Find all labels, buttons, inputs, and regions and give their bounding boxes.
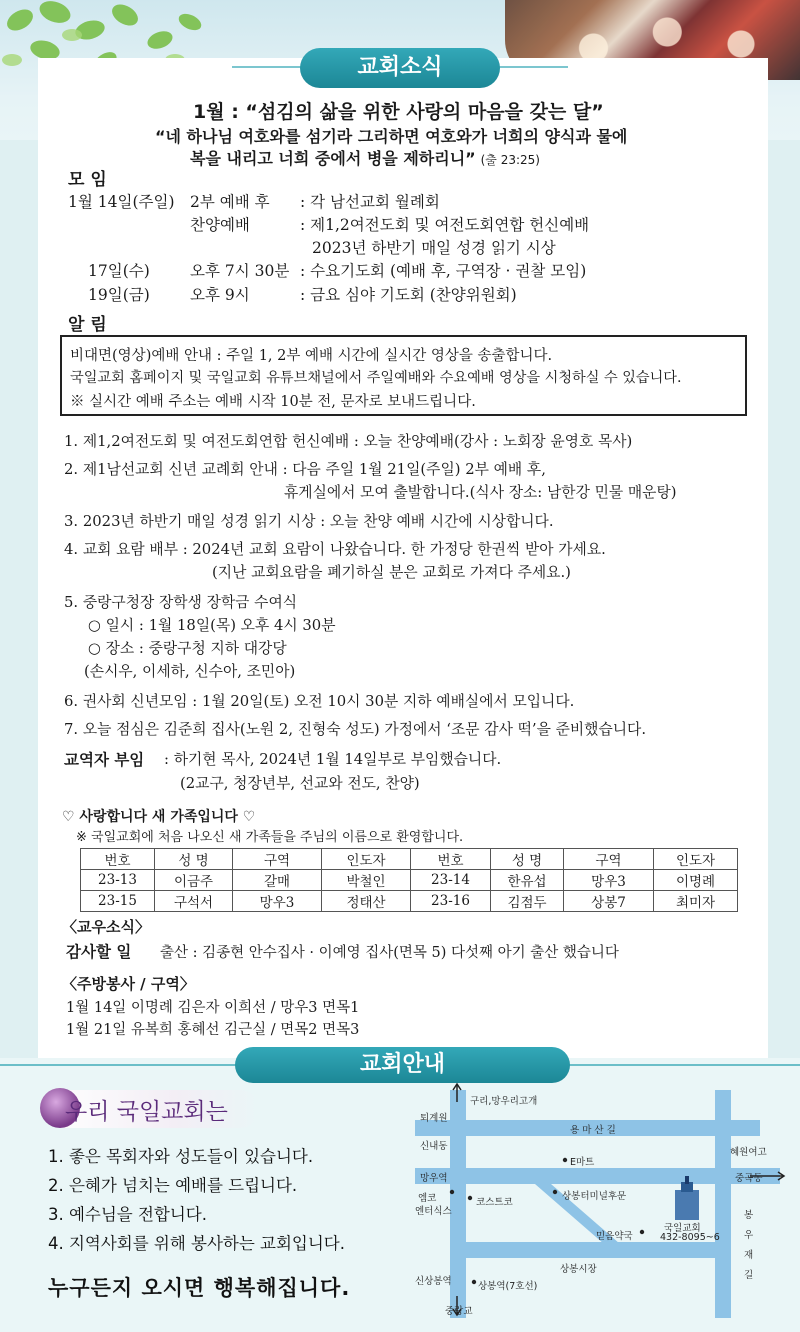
notice-item: 7. 오늘 점심은 김준희 집사(노원 2, 진형숙 성도) 가정에서 ‘조문 감사 떡’을 준비했습니다. bbox=[64, 721, 647, 738]
map-label: 퇴계원 bbox=[420, 1113, 448, 1124]
guide-point: 3. 예수님을 전합니다. bbox=[48, 1205, 207, 1224]
guide-point: 1. 좋은 목회자와 성도들이 있습니다. bbox=[48, 1147, 314, 1166]
notice-item: ○ 일시 : 1월 18일(목) 오후 4시 30분 bbox=[88, 617, 336, 634]
table-cell: 23-16 bbox=[411, 891, 491, 912]
verse-line-1: “네 하나님 여호와를 섬기라 그리하면 여호와가 너희의 양식과 물에 bbox=[155, 127, 628, 146]
header-cell: 성 명 bbox=[491, 849, 564, 870]
table-cell: 23-13 bbox=[81, 870, 155, 891]
kitchen-row: 1월 14일 이명례 김은자 이희선 / 망우3 면목1 bbox=[66, 1000, 360, 1016]
meeting-date: 17일(수) bbox=[88, 262, 150, 280]
meeting-time: 오후 7시 30분 bbox=[190, 262, 290, 280]
guide-title-badge: 교회안내 bbox=[235, 1047, 570, 1083]
map-label: 혜원여고 bbox=[730, 1147, 767, 1158]
meeting-date: 19일(금) bbox=[88, 286, 150, 304]
notice-item: 5. 중랑구청장 장학생 장학금 수여식 bbox=[64, 594, 298, 611]
member-news-title: 〈교우소식〉 bbox=[62, 918, 150, 936]
meeting-time: 찬양예배 bbox=[190, 216, 250, 234]
meeting-desc: : 제1,2여전도회 및 여전도회연합 헌신예배 bbox=[300, 216, 590, 234]
map-label: 망우역 bbox=[420, 1173, 448, 1184]
notice-item: 6. 권사회 신년모임 : 1월 20일(토) 오전 10시 30분 지하 예배실에서 모입니다. bbox=[64, 693, 575, 710]
news-title-badge: 교회소식 bbox=[300, 48, 500, 88]
new-family-subtitle: ※ 국일교회에 처음 나오신 새 가족들을 주님의 이름으로 환영합니다. bbox=[76, 830, 464, 845]
table-cell: 이명례 bbox=[654, 870, 738, 891]
kitchen-title: 〈주방봉사 / 구역〉 bbox=[62, 975, 195, 993]
notice-box-line: 국일교회 홈페이지 및 국일교회 유튜브채널에서 주일예배와 수요예배 영상을 시청하실 수 있습니다. bbox=[70, 370, 682, 386]
table-cell: 이금주 bbox=[155, 870, 233, 891]
notice-box-line: ※ 실시간 예배 주소는 예배 시작 10분 전, 문자로 보내드립니다. bbox=[70, 394, 476, 410]
meetings-title: 모 임 bbox=[68, 170, 107, 190]
verse-line-2: 복을 내리고 너희 중에서 병을 제하리니” bbox=[190, 149, 476, 168]
meeting-time: 오후 9시 bbox=[190, 286, 250, 304]
map-label-road: 용 마 산 길 bbox=[570, 1125, 616, 1136]
guide-point: 2. 은혜가 넘치는 예배를 드립니다. bbox=[48, 1176, 298, 1195]
pastor-line-1: : 하기현 목사, 2024년 1월 14일부로 부임했습니다. bbox=[164, 751, 502, 768]
guide-point: 4. 지역사회를 위해 봉사하는 교회입니다. bbox=[48, 1234, 345, 1253]
header-cell: 구역 bbox=[233, 849, 322, 870]
meeting-time: 2부 예배 후 bbox=[190, 193, 270, 211]
table-cell: 갈매 bbox=[233, 870, 322, 891]
notice-item: 4. 교회 요람 배부 : 2024년 교회 요람이 나왔습니다. 한 가정당 한권씩 받아 가세요. bbox=[64, 541, 606, 558]
map-label: 신상봉역 bbox=[415, 1276, 452, 1287]
table-cell: 정태산 bbox=[322, 891, 411, 912]
map-label: 중랑교 bbox=[445, 1306, 473, 1317]
map-label: 중곡동 bbox=[735, 1173, 763, 1184]
map-label: 우 bbox=[744, 1230, 754, 1241]
map-label: 상봉시장 bbox=[560, 1264, 597, 1275]
notice-box-line: 비대면(영상)예배 안내 : 주일 1, 2부 예배 시간에 실시간 영상을 송출합니다. bbox=[70, 348, 553, 364]
church-title: 우리 국일교회는 bbox=[65, 1099, 228, 1125]
notice-item: 1. 제1,2여전도회 및 여전도회연합 헌신예배 : 오늘 찬양예배(강사 : 노회장 윤영호 목사) bbox=[64, 433, 633, 450]
verse-reference: (출 23:25) bbox=[480, 153, 540, 167]
table-cell: 망우3 bbox=[233, 891, 322, 912]
map-label: E마트 bbox=[570, 1157, 595, 1168]
map-label: 재 bbox=[744, 1250, 754, 1261]
header-cell: 구역 bbox=[564, 849, 654, 870]
map-label-phone: 432-8095~6 bbox=[660, 1232, 720, 1243]
map-label: 믿음약국 bbox=[596, 1231, 633, 1242]
notice-item: ○ 장소 : 중랑구청 지하 대강당 bbox=[88, 640, 287, 657]
map-label: 상봉역(7호선) bbox=[478, 1281, 538, 1292]
new-family-table bbox=[80, 848, 738, 912]
meeting-desc: 2023년 하반기 매일 성경 읽기 시상 bbox=[312, 239, 556, 257]
header-cell: 번호 bbox=[411, 849, 491, 870]
map-label: 길 bbox=[744, 1270, 754, 1281]
table-cell: 망우3 bbox=[564, 870, 654, 891]
map-label-top: 구리,망우리고개 bbox=[470, 1096, 538, 1107]
notice-item: 3. 2023년 하반기 매일 성경 읽기 시상 : 오늘 찬양 예배 시간에 시상합니다. bbox=[64, 513, 554, 530]
table-cell: 구석서 bbox=[155, 891, 233, 912]
thanks-text: 출산 : 김종현 안수집사 · 이예영 집사(면목 5) 다섯째 아기 출산 했습니다 bbox=[160, 945, 619, 961]
header-cell: 번호 bbox=[81, 849, 155, 870]
monthly-theme: 1월 : “섬김의 삶을 위한 사랑의 마음을 갖는 달” bbox=[193, 101, 604, 123]
meeting-desc: : 금요 심야 기도회 (찬양위원회) bbox=[300, 286, 517, 304]
thanks-label: 감사할 일 bbox=[66, 943, 132, 961]
table-cell: 23-14 bbox=[411, 870, 491, 891]
verse-line-2-wrap bbox=[190, 146, 540, 169]
pastor-line-2: (2교구, 청장년부, 선교와 전도, 찬양) bbox=[180, 775, 420, 792]
header-cell: 인도자 bbox=[654, 849, 738, 870]
table-cell: 최미자 bbox=[654, 891, 738, 912]
slogan: 누구든지 오시면 행복해집니다. bbox=[48, 1276, 351, 1300]
notice-item: 휴게실에서 모여 출발합니다.(식사 장소: 남한강 민물 매운탕) bbox=[284, 484, 677, 501]
map-label: 신내동 bbox=[420, 1141, 448, 1152]
header-cell: 인도자 bbox=[322, 849, 411, 870]
notice-item: (손시우, 이세하, 신수아, 조민아) bbox=[84, 663, 296, 680]
table-cell: 한유섭 bbox=[491, 870, 564, 891]
notice-item: 2. 제1남선교회 신년 교례회 안내 : 다음 주일 1월 21일(주일) 2부 예배 후, bbox=[64, 461, 546, 478]
church-location-map bbox=[395, 1082, 790, 1322]
map-label: 봉 bbox=[744, 1210, 754, 1221]
new-family-title: ♡ 사랑합니다 새 가족입니다 ♡ bbox=[62, 809, 256, 825]
table-cell: 박철인 bbox=[322, 870, 411, 891]
pastor-label: 교역자 부임 bbox=[64, 751, 145, 769]
table-row bbox=[81, 870, 738, 891]
map-label: 코스트코 bbox=[476, 1197, 513, 1208]
meeting-date: 1월 14일(주일) bbox=[68, 193, 175, 211]
kitchen-row: 1월 21일 유복희 홍혜선 김근실 / 면목2 면목3 bbox=[66, 1022, 360, 1038]
table-row bbox=[81, 891, 738, 912]
map-road-lower bbox=[450, 1242, 731, 1258]
meeting-desc: : 각 남선교회 월례회 bbox=[300, 193, 440, 211]
header-cell: 성 명 bbox=[155, 849, 233, 870]
table-header-row bbox=[81, 849, 738, 870]
table-cell: 상봉7 bbox=[564, 891, 654, 912]
map-label: 엠코 bbox=[418, 1193, 437, 1204]
map-label: 엔터식스 bbox=[415, 1206, 452, 1217]
notice-item: (지난 교회요람을 폐기하실 분은 교회로 가져다 주세요.) bbox=[212, 564, 571, 581]
table-cell: 23-15 bbox=[81, 891, 155, 912]
map-label: 상봉터미널후문 bbox=[562, 1191, 627, 1202]
map-label-church: 국일교회 bbox=[664, 1223, 701, 1234]
notices-title: 알 림 bbox=[68, 315, 107, 335]
map-road-mangu bbox=[415, 1168, 780, 1184]
table-cell: 김점두 bbox=[491, 891, 564, 912]
meeting-desc: : 수요기도회 (예배 후, 구역장 · 권찰 모임) bbox=[300, 262, 587, 280]
